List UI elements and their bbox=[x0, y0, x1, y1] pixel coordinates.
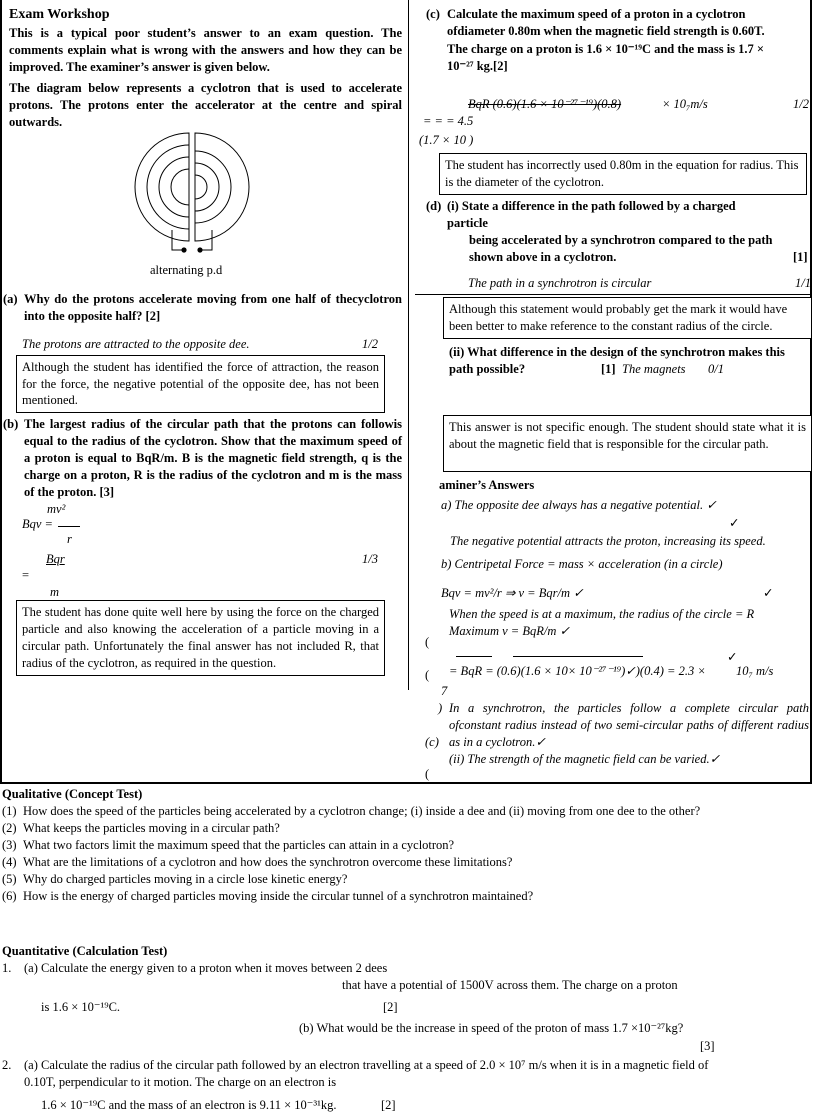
examiners-answers-heading: aminer’s Answers bbox=[439, 478, 535, 492]
examiner-d1: In a synchrotron, the particles follow a complete circular path ofconstant radius instead of two semi-circular paths of different radius as in a cyclotron.✓ bbox=[449, 701, 809, 749]
q2a-mark: [2] bbox=[381, 1098, 396, 1112]
paren-4: ( bbox=[425, 767, 430, 781]
score-c: 1/2 bbox=[793, 97, 809, 111]
question-d-sub1-mark: [1] bbox=[793, 250, 808, 264]
examiner-b2-tick: ✓ bbox=[763, 586, 774, 600]
qualitative-item: (5) Why do charged particles moving in a circle lose kinetic energy? bbox=[2, 872, 348, 886]
comment-b: The student has done quite well here by using the force on the charged particle and also knowing the acceleration of a particle moving in a circular path. Unfortunately the final answer has not included R, that radius of the cyclotron, as required in the question. bbox=[16, 600, 385, 676]
question-c-line2: ofdiameter 0.80m when the magnetic field strength is 0.60T. bbox=[447, 24, 765, 38]
comment-c: The student has incorrectly used 0.80m in the equation for radius. This is the diameter of the cyclotron. bbox=[439, 153, 807, 195]
q2a-continued: 1.6 × 10⁻¹⁹C and the mass of an electron is 9.11 × 10⁻³¹kg. bbox=[41, 1098, 337, 1112]
eq2-lhs: = bbox=[22, 568, 30, 582]
qualitative-item: (2) What keeps the particles moving in a circular path? bbox=[2, 821, 280, 835]
page-title: Exam Workshop bbox=[9, 7, 110, 22]
qualitative-list bbox=[2, 803, 742, 905]
examiner-b2: Bqv = mv²/r ⇒ v = Bqr/m ✓ bbox=[441, 586, 584, 600]
eq1-fraction-bar bbox=[58, 526, 80, 527]
student-work-c-line2: = = = 4.5 bbox=[423, 114, 474, 128]
quantitative-heading: Quantitative (Calculation Test) bbox=[2, 944, 168, 958]
q1a-continued-2: is 1.6 × 10⁻¹⁹C. bbox=[41, 1000, 121, 1014]
examiner-c1-tick: ✓ bbox=[727, 650, 738, 664]
score-d1: 1/1 bbox=[795, 276, 811, 290]
eq2-denominator: m bbox=[50, 585, 60, 599]
score-b: 1/3 bbox=[362, 552, 378, 566]
student-work-c-factor: × 10₇m/s bbox=[662, 97, 708, 111]
student-answer-a: The protons are attracted to the opposite dee. bbox=[22, 337, 250, 351]
examiner-b4: Maximum v = BqR/m ✓ bbox=[449, 624, 570, 638]
examiner-a1: a) The opposite dee always has a negative potential. ✓ bbox=[441, 498, 717, 512]
question-d-sub1: (i) State a difference in the path followed by a charged particle bbox=[447, 199, 736, 230]
eq2-numerator: Bqr bbox=[46, 552, 65, 566]
examiner-c1: = BqR = (0.6)(1.6 × 10× 10⁻²⁷⁻¹⁹)✓)(0.4) = 2.3 × bbox=[449, 664, 706, 678]
eq1-denominator: r bbox=[67, 532, 72, 546]
student-answer-d2: The magnets bbox=[622, 362, 686, 376]
intro-text: This is a typical poor student’s answer to an exam question. The comments explain what is wrong with the answers and how they can be improved. The examiner’s answer is given below. bbox=[9, 26, 402, 74]
q2a-text: (a) Calculate the radius of the circular path followed by an electron travelling at a speed of 2.0 × 10⁷ m/s when it is in a magnetic field of 0.10T, perpendicular to it motion. The charge on an electron is bbox=[24, 1058, 709, 1089]
examiner-b3: When the speed is at a maximum, the radius of the circle = R bbox=[449, 607, 755, 621]
question-d-sub2: (ii) What difference in the design of the synchrotron makes this path possible? bbox=[449, 345, 785, 376]
score-d2: 0/1 bbox=[708, 362, 724, 376]
question-b-text: The largest radius of the circular path that the protons can followis equal to the radius of the cyclotron. Show that the maximum speed of a proton is equal to BqR/m. B is the magnetic field strength, q is the charge on a proton, R is the radius of the cyclotron and m is the mass of the proton. [3] bbox=[24, 417, 402, 499]
examiner-d2: (ii) The strength of the magnetic field can be varied.✓ bbox=[449, 752, 721, 766]
paren-c: (c) bbox=[425, 735, 439, 749]
question-a-text: Why do the protons accelerate moving from one half of thecyclotron into the opposite half? [2] bbox=[24, 292, 402, 323]
examiner-a2: The negative potential attracts the proton, increasing its speed. bbox=[450, 534, 766, 548]
q1b-text: (b) What would be the increase in speed of the proton of mass 1.7 ×10⁻²⁷kg? bbox=[299, 1021, 684, 1035]
diagram-intro: The diagram below represents a cyclotron that is used to accelerate protons. The protons enter the accelerator at the centre and spiral outwards. bbox=[9, 81, 402, 129]
paren-2: ( bbox=[425, 668, 430, 682]
eq1-numerator: mv² bbox=[47, 502, 66, 516]
question-b-label: (b) bbox=[3, 417, 19, 431]
question-c-line3: The charge on a proton is 1.6 × 10⁻¹⁹C and the mass is 1.7 × bbox=[447, 42, 765, 56]
paren-3: ) bbox=[438, 701, 443, 715]
question-c-label: (c) bbox=[426, 7, 440, 21]
qualitative-item: (6) How is the energy of charged particles moving inside the circular tunnel of a synchrotron maintained? bbox=[2, 889, 534, 903]
score-a: 1/2 bbox=[362, 337, 378, 351]
eq1-lhs: Bqv = bbox=[22, 517, 53, 531]
comment-a: Although the student has identified the force of attraction, the reason for the force, the negative potential of the opposite dee, has not been mentioned. bbox=[16, 355, 385, 413]
comment-d1: Although this statement would probably get the mark it would have been better to make reference to the constant radius of the circle. bbox=[443, 297, 812, 339]
d1-rule bbox=[415, 294, 812, 295]
paren-1: ( bbox=[425, 635, 430, 649]
qualitative-heading: Qualitative (Concept Test) bbox=[2, 787, 143, 801]
student-work-c-line3: (1.7 × 10 ) bbox=[419, 133, 474, 147]
diagram-caption: alternating p.d bbox=[150, 263, 223, 277]
examiner-b1: b) Centripetal Force = mass × acceleration (in a circle) bbox=[441, 557, 723, 571]
examiner-c1-end: 10₇ m/s bbox=[736, 664, 774, 678]
question-c-line1: Calculate the maximum speed of a proton in a cyclotron bbox=[447, 7, 746, 21]
examiner-c-seven: 7 bbox=[441, 684, 448, 698]
student-work-c-line1: BqR (0.6)(1.6 × 10⁻²⁷⁻¹⁹)(0.8) bbox=[468, 97, 622, 111]
comment-d2: This answer is not specific enough. The student should state what it is about the magnetic field that is responsible for the circular path. bbox=[443, 415, 812, 472]
question-c-line4: 10⁻²⁷ kg.[2] bbox=[447, 59, 508, 73]
q1-number: 1. bbox=[2, 961, 12, 975]
question-d-label: (d) bbox=[426, 199, 442, 213]
qualitative-item: (3) What two factors limit the maximum speed that the particles can attain in a cyclotron? bbox=[2, 838, 455, 852]
q1b-mark: [3] bbox=[700, 1039, 715, 1053]
q1a-text: (a) Calculate the energy given to a proton when it moves between 2 dees bbox=[24, 961, 388, 975]
question-d-sub1-cont: being accelerated by a synchrotron compared to the path shown above in a cyclotron. bbox=[469, 233, 773, 264]
qualitative-item: (1) How does the speed of the particles being accelerated by a cyclotron change; (i) inside a dee and (ii) moving from one dee to the other? bbox=[2, 804, 701, 818]
q1a-mark: [2] bbox=[383, 1000, 398, 1014]
column-divider bbox=[408, 0, 409, 690]
student-answer-d1: The path in a synchrotron is circular bbox=[468, 276, 652, 290]
question-d-sub2-mark: [1] bbox=[601, 362, 616, 376]
q1a-continued: that have a potential of 1500V across them. The charge on a proton bbox=[342, 978, 678, 992]
c-fraction-bar-2 bbox=[513, 656, 643, 657]
cyclotron-diagram bbox=[132, 130, 252, 258]
q2-number: 2. bbox=[2, 1058, 12, 1072]
c-fraction-bar-1 bbox=[456, 656, 492, 657]
question-a-label: (a) bbox=[3, 292, 18, 306]
qualitative-item: (4) What are the limitations of a cyclotron and how does the synchrotron overcome these limitations? bbox=[2, 855, 513, 869]
examiner-a1-tick: ✓ bbox=[729, 516, 740, 530]
